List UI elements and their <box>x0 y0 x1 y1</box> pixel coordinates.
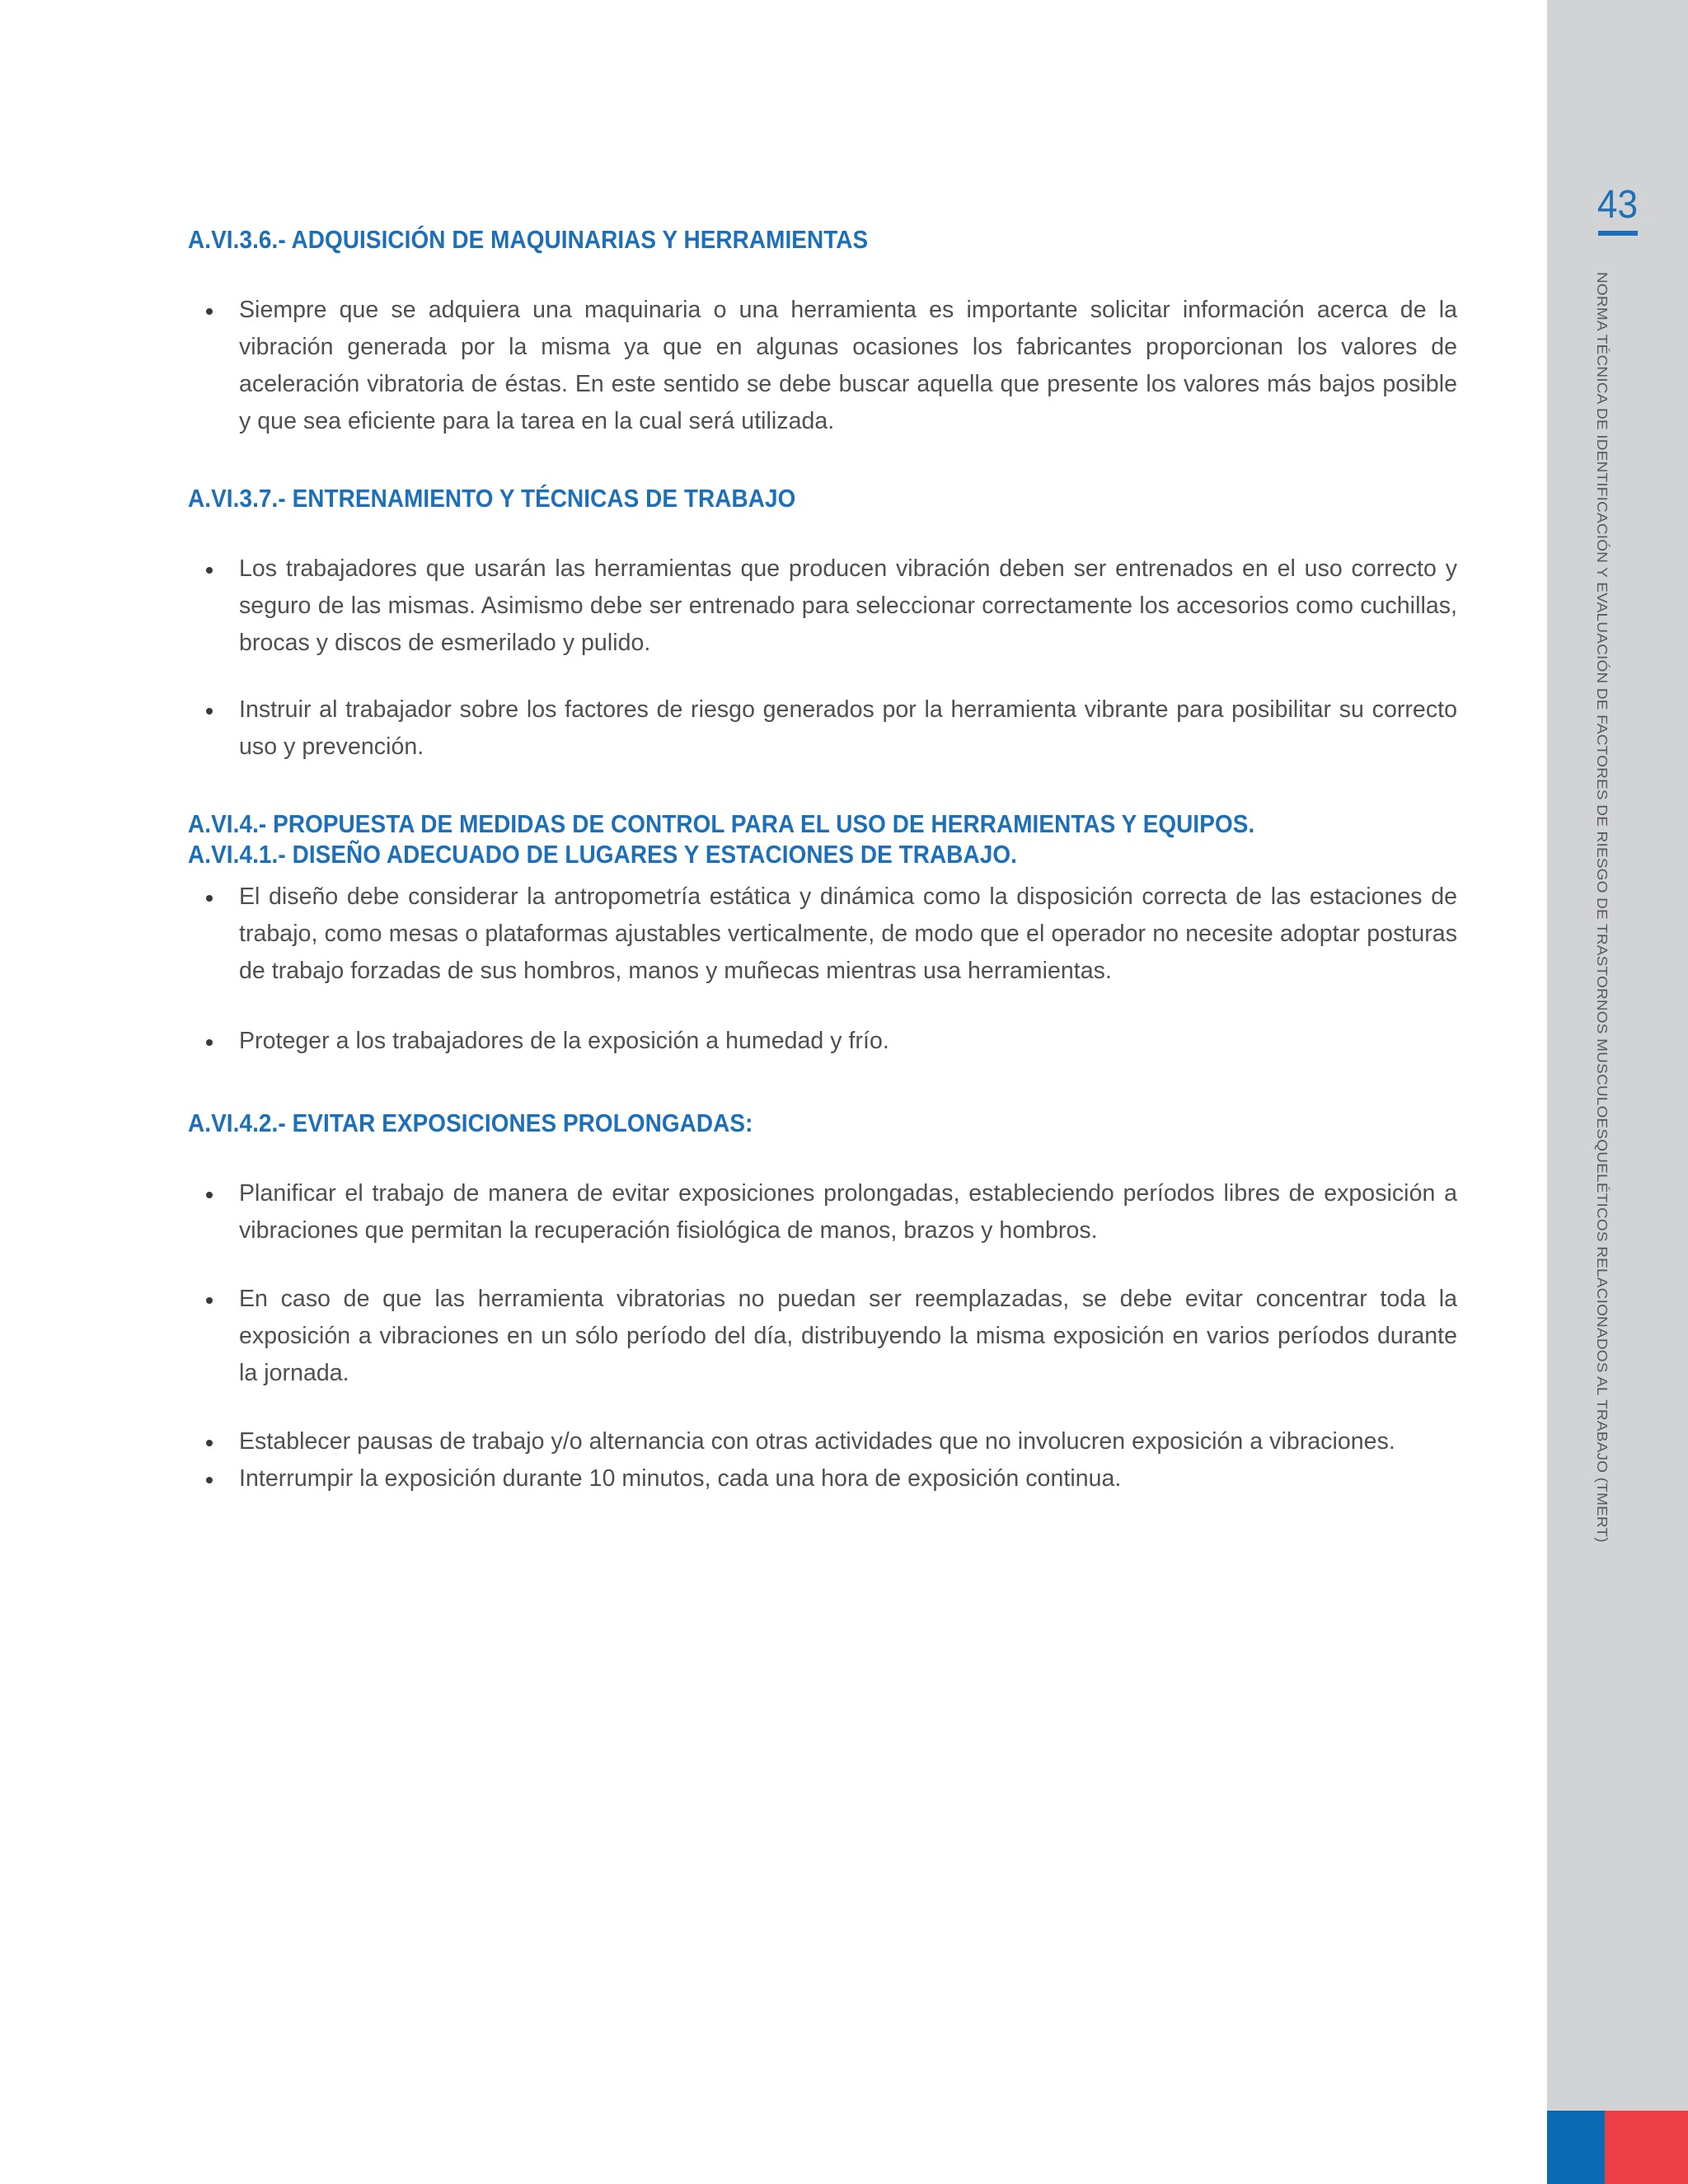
list-item: Interrumpir la exposición durante 10 minutos, cada una hora de exposición continua. <box>188 1460 1457 1497</box>
heading-a-vi-4-2: A.VI.4.2.- EVITAR EXPOSICIONES PROLONGADAS: <box>188 1108 753 1138</box>
footer-flag-blue-block <box>1547 2111 1605 2184</box>
bullet-list-s4 <box>188 1175 1457 1497</box>
heading-a-vi-3-6: A.VI.3.6.- ADQUISICIÓN DE MAQUINARIAS Y HERRAMIENTAS <box>188 225 869 254</box>
sidebar-vertical-title-wrap <box>1547 0 1688 2184</box>
list-item: Planificar el trabajo de manera de evitar exposiciones prolongadas, estableciendo períodos libres de exposición a vibraciones que permitan la recuperación fisiológica de manos, brazos y hombros. <box>188 1175 1457 1249</box>
heading-a-vi-4: A.VI.4.- PROPUESTA DE MEDIDAS DE CONTROL PARA EL USO DE HERRAMIENTAS Y EQUIPOS. <box>188 808 1255 838</box>
bullet-list-s2 <box>188 551 1457 766</box>
list-item: Siempre que se adquiera una maquinaria o una herramienta es importante solicitar información acerca de la vibración generada por la misma ya que en algunas ocasiones los fabricantes proporcionan los valores de aceleración vibratoria de éstas. En este sentido se debe buscar aquella que presente los valores más bajos posible y que sea eficiente para la tarea en la cual será utilizada. <box>188 292 1457 440</box>
sidebar-vertical-title: NORMA TÉCNICA DE IDENTIFICACIÓN Y EVALUACIÓN DE FACTORES DE RIESGO DE TRASTORNOS MUSCULOESQUELÉTICOS RELACIONADOS AL TRABAJO (TMERT) <box>1593 272 1610 1543</box>
list-item: Los trabajadores que usarán las herramientas que producen vibración deben ser entrenados en el uso correcto y seguro de las mismas. Asimismo debe ser entrenado para seleccionar correctamente los accesorios como cuchillas, brocas y discos de esmerilado y pulido. <box>188 551 1457 662</box>
list-item: Instruir al trabajador sobre los factores de riesgo generados por la herramienta vibrante para posibilitar su correcto uso y prevención. <box>188 691 1457 766</box>
page-sidebar <box>1547 0 1688 2184</box>
bullet-list-s1 <box>188 292 1457 440</box>
list-item: Establecer pausas de trabajo y/o alternancia con otras actividades que no involucren exposición a vibraciones. <box>188 1423 1457 1460</box>
heading-a-vi-4-1: A.VI.4.1.- DISEÑO ADECUADO DE LUGARES Y ESTACIONES DE TRABAJO. <box>188 840 1018 869</box>
list-item: Proteger a los trabajadores de la exposición a humedad y frío. <box>188 1023 1457 1060</box>
list-item: El diseño debe considerar la antropometría estática y dinámica como la disposición correcta de las estaciones de trabajo, como mesas o plataformas ajustables verticalmente, de modo que el operador no necesite adoptar posturas de trabajo forzadas de sus hombros, manos y muñecas mientras usa herramientas. <box>188 879 1457 990</box>
page-number: 43 <box>1597 183 1639 227</box>
content-column <box>188 0 1457 1497</box>
heading-a-vi-3-7: A.VI.3.7.- ENTRENAMIENTO Y TÉCNICAS DE TRABAJO <box>188 483 796 513</box>
list-item: En caso de que las herramienta vibratorias no puedan ser reemplazadas, se debe evitar concentrar toda la exposición a vibraciones en un sólo período del día, distribuyendo la misma exposición en varios períodos durante la jornada. <box>188 1281 1457 1392</box>
bullet-list-s3 <box>188 879 1457 1060</box>
footer-flag-red-block <box>1605 2111 1688 2184</box>
